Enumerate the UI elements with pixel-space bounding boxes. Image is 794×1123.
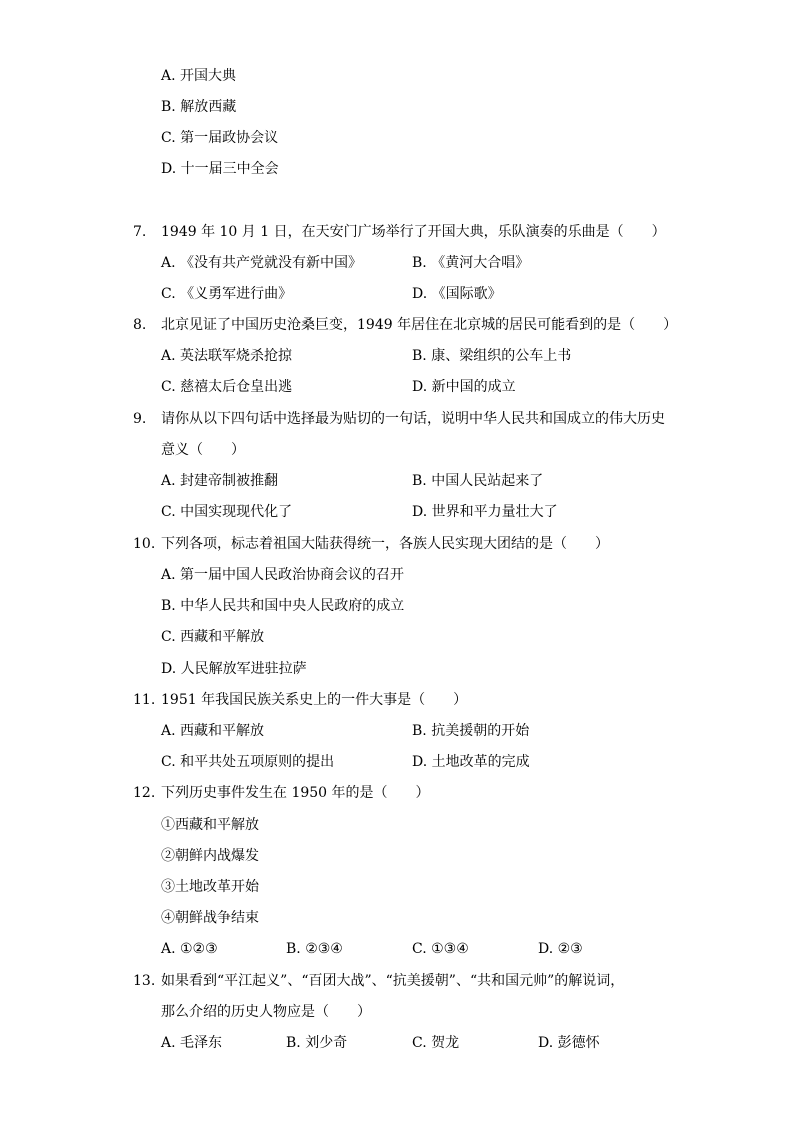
option-c: C. 贺龙 <box>412 1035 460 1051</box>
option-a: A. 西藏和平解放 <box>161 723 265 739</box>
option-d: D. 人民解放军进驻拉萨 <box>161 661 307 677</box>
option-a: A. 第一届中国人民政治协商会议的召开 <box>161 567 405 583</box>
option-a: A. 毛泽东 <box>161 1035 223 1051</box>
option-b: B. 中华人民共和国中央人民政府的成立 <box>161 598 405 614</box>
option-b: B. ②③④ <box>286 941 343 957</box>
option-a: A. ①②③ <box>161 941 218 957</box>
question-text: 那么介绍的历史人物应是（ ） <box>161 1004 371 1020</box>
question-number: 8. <box>133 317 147 333</box>
option-d: D. 世界和平力量壮大了 <box>412 504 558 520</box>
option-b: B. 解放西藏 <box>161 99 237 115</box>
option-c: C. ①③④ <box>412 941 469 957</box>
question-text: 下列各项，标志着祖国大陆获得统一，各族人民实现大团结的是（ ） <box>161 536 609 552</box>
question-text: 意义（ ） <box>161 442 245 458</box>
option-d: D. ②③ <box>538 941 583 957</box>
question-text: 如果看到“平江起义”、“百团大战”、“抗美援朝”、“共和国元帅”的解说词， <box>161 973 625 989</box>
option-c: C. 《义勇军进行曲》 <box>161 286 293 302</box>
question-number: 10. <box>133 536 156 552</box>
option-c: C. 和平共处五项原则的提出 <box>161 754 335 770</box>
question-text: 下列历史事件发生在 1950 年的是（ ） <box>161 785 430 801</box>
option-c: C. 第一届政协会议 <box>161 130 279 146</box>
question-text: 1951 年我国民族关系史上的一件大事是（ ） <box>161 692 468 708</box>
question-number: 11. <box>133 692 156 708</box>
option-b: B. 刘少奇 <box>286 1035 348 1051</box>
option-c: C. 西藏和平解放 <box>161 629 265 645</box>
option-d: D. 《国际歌》 <box>412 286 502 302</box>
option-a: A. 封建帝制被推翻 <box>161 473 279 489</box>
statement-item: ②朝鲜内战爆发 <box>161 848 259 864</box>
option-b: B. 《黄河大合唱》 <box>412 255 530 271</box>
question-text: 北京见证了中国历史沧桑巨变，1949 年居住在北京城的居民可能看到的是（ ） <box>161 317 678 333</box>
option-a: A. 英法联军烧杀抢掠 <box>161 348 293 364</box>
option-d: D. 新中国的成立 <box>412 379 516 395</box>
option-a: A. 《没有共产党就没有新中国》 <box>161 255 363 271</box>
question-number: 12. <box>133 785 156 801</box>
option-b: B. 康、梁组织的公车上书 <box>412 348 572 364</box>
statement-item: ③土地改革开始 <box>161 879 259 895</box>
option-b: B. 抗美援朝的开始 <box>412 723 530 739</box>
option-d: D. 彭德怀 <box>538 1035 600 1051</box>
question-number: 7. <box>133 224 147 240</box>
question-text: 1949 年 10 月 1 日，在天安门广场举行了开国大典，乐队演奏的乐曲是（ ） <box>161 224 666 240</box>
question-number: 13. <box>133 973 156 989</box>
question-number: 9. <box>133 411 147 427</box>
statement-item: ④朝鲜战争结束 <box>161 910 259 926</box>
question-text: 请你从以下四句话中选择最为贴切的一句话，说明中华人民共和国成立的伟大历史 <box>161 411 665 427</box>
option-c: C. 慈禧太后仓皇出逃 <box>161 379 293 395</box>
option-d: D. 十一届三中全会 <box>161 161 279 177</box>
option-d: D. 土地改革的完成 <box>412 754 530 770</box>
statement-item: ①西藏和平解放 <box>161 817 259 833</box>
option-b: B. 中国人民站起来了 <box>412 473 544 489</box>
option-c: C. 中国实现现代化了 <box>161 504 293 520</box>
option-a: A. 开国大典 <box>161 68 237 84</box>
